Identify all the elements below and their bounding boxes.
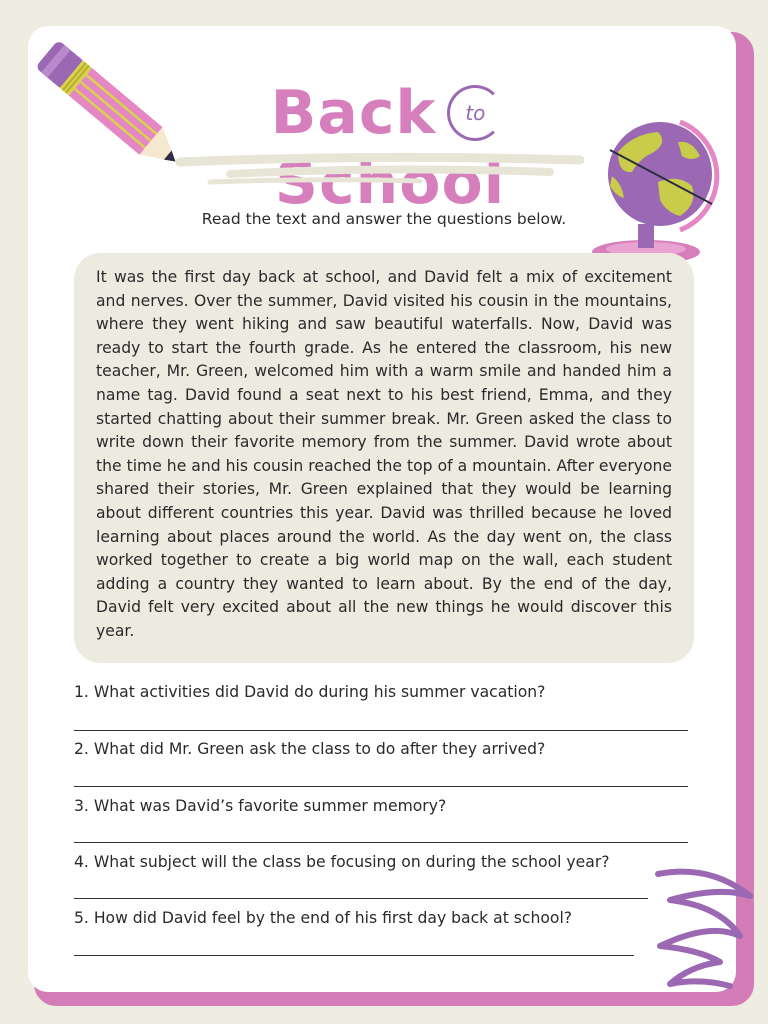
answer-line-1[interactable] <box>74 730 688 731</box>
title-to-badge: to <box>447 85 503 141</box>
instruction-text: Read the text and answer the questions below. <box>201 210 567 228</box>
reading-passage-text: It was the first day back at school, and David felt a mix of excitement and nerves. Over the summer, David visited his cousin in the mountains, where they went hiking and saw beautiful waterfalls. Now, David was ready to start the fourth grade. As he entered the classroom, his new teacher, Mr. Green, welcomed him with a warm smile and handed him a name tag. David found a seat next to his best friend, Emma, and they started chatting about their summer break. Mr. Green asked the class to write down their favorite memory from the summer. David wrote about the time he and his cousin reached the top of a mountain. After everyone shared their stories, Mr. Green explained that they would be learning about different countries this year. David was thrilled because he loved learning about places around the world. As the day went on, the class worked together to create a big world map on the wall, each student adding a country they wanted to learn about. By the end of the day, David felt very excited about all the new things he would discover this year. <box>96 268 672 640</box>
answer-line-5[interactable] <box>74 955 634 956</box>
globe-icon <box>588 112 728 272</box>
question-4 <box>74 853 610 871</box>
question-text: 5. How did David feel by the end of his first day back at school? <box>74 909 573 927</box>
question-text: 1. What activities did David do during his summer vacation? <box>74 683 546 701</box>
answer-line-4[interactable] <box>74 898 648 899</box>
pencil-icon <box>10 14 180 174</box>
answer-line-3[interactable] <box>74 842 688 843</box>
brush-stroke-decoration <box>170 152 590 188</box>
question-1 <box>74 683 545 701</box>
question-text: 4. What subject will the class be focusing on during the school year? <box>74 853 610 871</box>
question-3 <box>74 797 446 815</box>
question-text: 3. What was David’s favorite summer memory? <box>74 797 447 815</box>
page-title <box>170 78 610 218</box>
title-back: Back <box>270 78 437 148</box>
question-2 <box>74 740 545 758</box>
question-text: 2. What did Mr. Green ask the class to do after they arrived? <box>74 740 546 758</box>
answer-line-2[interactable] <box>74 786 688 787</box>
question-5 <box>74 909 572 927</box>
scribble-decoration <box>650 866 762 1006</box>
reading-passage-box <box>74 253 694 663</box>
title-school: School <box>274 148 506 218</box>
